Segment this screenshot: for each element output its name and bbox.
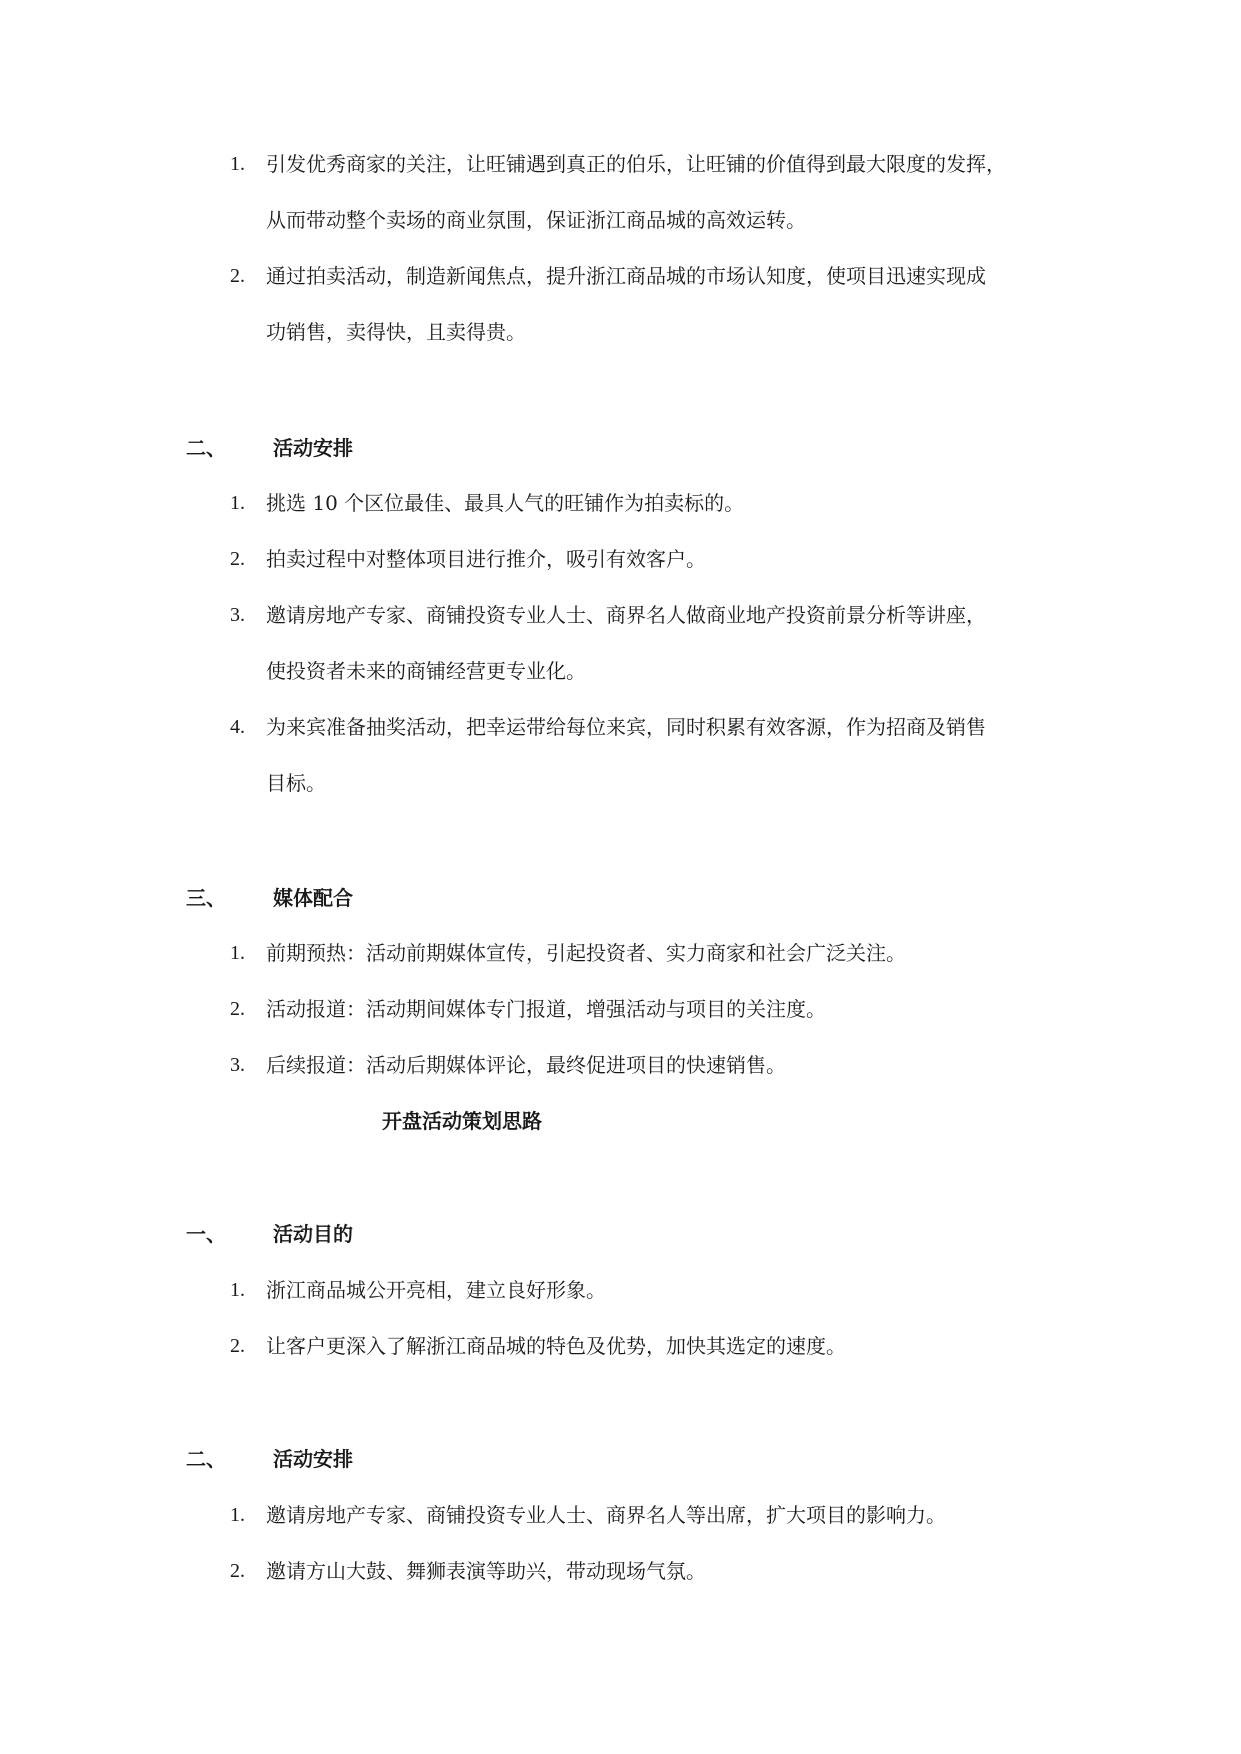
section-heading: 活动目的 — [273, 1222, 353, 1246]
list-item-line: 让客户更深入了解浙江商品城的特色及优势，加快其选定的速度。 — [266, 1334, 846, 1358]
list-item-line: 功销售，卖得快，且卖得贵。 — [266, 320, 526, 344]
list-number: 2. — [230, 548, 245, 570]
list-number: 4. — [230, 716, 245, 738]
list-item-line: 为来宾准备抽奖活动，把幸运带给每位来宾，同时积累有效客源，作为招商及销售 — [266, 715, 986, 739]
section-heading: 活动安排 — [273, 1447, 353, 1471]
list-number: 3. — [230, 1054, 245, 1076]
list-number: 1. — [230, 153, 245, 175]
list-item-line: 邀请房地产专家、商铺投资专业人士、商界名人做商业地产投资前景分析等讲座， — [266, 603, 986, 627]
list-number: 1. — [230, 492, 245, 514]
list-item-line: 拍卖过程中对整体项目进行推介，吸引有效客户。 — [266, 547, 706, 571]
list-item-line: 使投资者未来的商铺经营更专业化。 — [266, 659, 586, 683]
list-item-line: 浙江商品城公开亮相，建立良好形象。 — [266, 1278, 606, 1302]
list-number: 2. — [230, 1335, 245, 1357]
section-number: 三、 — [186, 886, 226, 910]
list-item-line: 通过拍卖活动，制造新闻焦点，提升浙江商品城的市场认知度，使项目迅速实现成 — [266, 264, 986, 288]
list-item-line: 目标。 — [266, 771, 326, 795]
list-number: 2. — [230, 1560, 245, 1582]
list-item-line: 前期预热：活动前期媒体宣传，引起投资者、实力商家和社会广泛关注。 — [266, 941, 906, 965]
document-title: 开盘活动策划思路 — [382, 1109, 542, 1133]
list-item-line: 引发优秀商家的关注，让旺铺遇到真正的伯乐，让旺铺的价值得到最大限度的发挥， — [266, 152, 1006, 176]
list-number: 2. — [230, 998, 245, 1020]
list-item-line: 挑选 10 个区位最佳、最具人气的旺铺作为拍卖标的。 — [266, 491, 745, 515]
list-item-line: 邀请方山大鼓、舞狮表演等助兴，带动现场气氛。 — [266, 1559, 706, 1583]
list-item-line: 活动报道：活动期间媒体专门报道，增强活动与项目的关注度。 — [266, 997, 826, 1021]
list-item-line: 邀请房地产专家、商铺投资专业人士、商界名人等出席，扩大项目的影响力。 — [266, 1503, 946, 1527]
section-number: 二、 — [186, 1447, 226, 1471]
section-heading: 活动安排 — [273, 436, 353, 460]
list-number: 2. — [230, 265, 245, 287]
list-item-line: 从而带动整个卖场的商业氛围，保证浙江商品城的高效运转。 — [266, 208, 806, 232]
section-number: 一、 — [186, 1222, 226, 1246]
section-number: 二、 — [186, 436, 226, 460]
list-number: 1. — [230, 1504, 245, 1526]
list-number: 1. — [230, 1279, 245, 1301]
list-item-line: 后续报道：活动后期媒体评论，最终促进项目的快速销售。 — [266, 1053, 786, 1077]
section-heading: 媒体配合 — [273, 886, 353, 910]
list-number: 1. — [230, 942, 245, 964]
list-number: 3. — [230, 604, 245, 626]
